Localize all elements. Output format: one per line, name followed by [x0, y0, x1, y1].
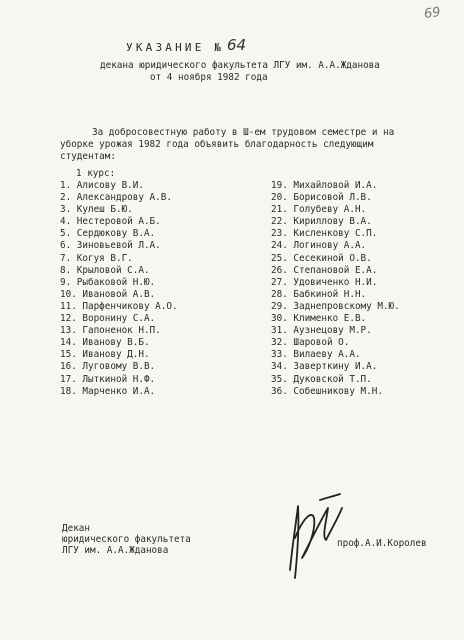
list-item: 7. Когуя В.Г.	[60, 252, 133, 264]
list-item: 25. Сесекиной О.В.	[271, 252, 372, 264]
list-item: 3. Кулеш Б.Ю.	[60, 204, 133, 216]
list-item: 14. Иванову В.Б.	[60, 337, 150, 349]
course-heading: 1 курс:	[76, 168, 116, 179]
signatory-faculty: юридического факультета	[62, 534, 191, 545]
body-paragraph-line-1: За добросовестную работу в Ш-ем трудовом семестре и на	[92, 127, 395, 138]
signatory-title: Декан	[62, 523, 90, 534]
list-item: 35. Дуковской Т.П.	[271, 373, 372, 385]
list-item: 27. Удовиченко Н.И.	[271, 276, 378, 288]
list-item: 28. Бабкиной Н.Н.	[271, 288, 367, 300]
signatory-name: проф.А.И.Королев	[337, 538, 427, 549]
list-item: 12. Воронину С.А.	[60, 313, 156, 325]
body-paragraph-line-3: студентам:	[60, 151, 116, 162]
list-item: 19. Михайловой И.А.	[271, 180, 378, 191]
list-item: 23. Кисленкову С.П.	[271, 228, 378, 240]
list-item: 5. Сердюкову В.А.	[60, 228, 156, 240]
list-item: 8. Крыловой С.А.	[60, 264, 150, 276]
list-item: 15. Иванову Д.Н.	[60, 349, 150, 361]
list-item: 29. Заднепровскому М.Ю.	[271, 300, 400, 312]
document-title: УКАЗАНИЕ №	[126, 41, 225, 54]
student-list-left	[60, 180, 178, 398]
list-item: 31. Аузнецову М.Р.	[271, 325, 372, 337]
list-item: 34. Заверткину И.А.	[271, 361, 378, 373]
list-item: 33. Вилаеву А.А.	[271, 349, 361, 361]
list-item: 21. Голубеву А.Н.	[271, 204, 367, 216]
list-item: 30. Клименко Е.В.	[271, 313, 367, 325]
student-list-right	[271, 180, 400, 398]
list-item: 1. Алисову В.И.	[60, 180, 144, 191]
order-number: 64	[227, 36, 247, 54]
list-item: 6. Зиновьевой Л.А.	[60, 240, 161, 252]
signatory-university: ЛГУ им. А.А.Жданова	[62, 545, 169, 556]
list-item: 13. Гапоненок Н.П.	[60, 325, 161, 337]
body-paragraph-line-2: уборке урожая 1982 года объявить благодарность следующим	[60, 139, 374, 150]
list-item: 4. Нестеровой А.Б.	[60, 216, 161, 228]
list-item: 16. Луговому В.В.	[60, 361, 156, 373]
list-item: 22. Кириллову В.А.	[271, 216, 372, 228]
list-item: 9. Рыбаковой Н.Ю.	[60, 276, 156, 288]
list-item: 17. Лыткиной Н.Ф.	[60, 373, 156, 385]
list-item: 18. Марченко И.А.	[60, 385, 156, 397]
page-number: 69	[423, 4, 442, 23]
list-item: 24. Логинову А.А.	[271, 240, 367, 252]
handwritten-signature	[268, 478, 348, 588]
issuer-line: декана юридического факультета ЛГУ им. А.А.Жданова	[100, 60, 380, 71]
list-item: 32. Шаровой О.	[271, 337, 350, 349]
list-item: 11. Парфенчикову А.О.	[60, 300, 178, 312]
list-item: 36. Собешникову М.Н.	[271, 385, 383, 397]
list-item: 26. Степановой Е.А.	[271, 264, 378, 276]
date-line: от 4 ноября 1982 года	[150, 72, 268, 83]
list-item: 2. Александрову А.В.	[60, 192, 172, 204]
list-item: 10. Ивановой А.В.	[60, 288, 156, 300]
list-item: 20. Борисовой Л.В.	[271, 192, 372, 204]
